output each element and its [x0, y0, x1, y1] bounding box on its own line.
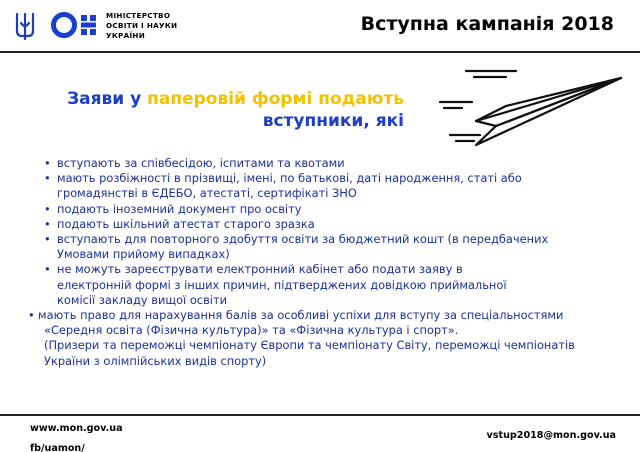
- mon-logo-icon: [50, 10, 100, 40]
- list-item-text: • вступають для повторного здобуття освіти за бюджетний кошт (в передбачених: [57, 232, 549, 247]
- paper-plane-icon: [436, 66, 626, 150]
- list-item: [44, 202, 624, 217]
- list-item-text: України з олімпійських видів спорту): [44, 353, 267, 368]
- campaign-title: Вступна кампанія 2018: [360, 13, 614, 35]
- website-link[interactable]: www.mon.gov.ua: [30, 423, 123, 434]
- trident-icon: [14, 11, 36, 41]
- headline-line-2: вступники, які: [262, 111, 404, 131]
- headline-blue-text: Заяви у: [67, 89, 148, 109]
- list-item: [44, 171, 624, 201]
- list-item-text: • подають шкільний атестат старого зразка: [57, 216, 315, 231]
- header-divider: [0, 51, 640, 53]
- list-item-text: комісії закладу вищої освіти: [57, 292, 227, 307]
- list-item-text: • вступають за співбесідою, іспитами та квотами: [57, 156, 345, 170]
- bullet-list: [38, 156, 624, 369]
- list-item-text: • мають право для нарахування балів за особливі успіхи для вступу за спеціальностями: [38, 308, 564, 323]
- facebook-link[interactable]: fb/uamon/: [30, 443, 85, 452]
- list-item: [44, 217, 624, 232]
- header: [0, 0, 640, 50]
- list-item-text: Умовами прийому випадках): [57, 247, 230, 262]
- list-item-text: • мають розбіжності в прізвищі, імені, по батькові, даті народження, статі або: [57, 171, 522, 186]
- list-item: [28, 308, 624, 369]
- list-item: [44, 232, 624, 262]
- ministry-line: ОСВІТИ І НАУКИ: [106, 21, 178, 30]
- ministry-line: МІНІСТЕРСТВО: [106, 11, 171, 20]
- list-item-text: • не можуть зареєструвати електронний кабінет або подати заяву в: [57, 262, 463, 277]
- headline-line-1: [67, 88, 404, 110]
- email-link[interactable]: vstup2018@mon.gov.ua: [486, 430, 616, 441]
- list-item: [44, 262, 624, 308]
- ministry-line: УКРАЇНИ: [106, 31, 146, 40]
- footer-links: [30, 419, 123, 452]
- list-item-text: • подають іноземний документ про освіту: [57, 201, 302, 216]
- list-item-text: громадянстві в ЄДЕБО, атестаті, сертифікаті ЗНО: [57, 186, 357, 201]
- headline-yellow-text: паперовій формі подають: [147, 89, 404, 109]
- list-item-text: «Середня освіта (Фізична культура)» та «Фізична культура і спорт».: [44, 323, 459, 338]
- list-item: [44, 156, 624, 171]
- list-item-text: (Призери та переможці чемпіонату Європи та чемпіонату Світу, переможці чемпіонатів: [44, 338, 575, 353]
- ministry-name: [106, 11, 177, 41]
- footer-divider: [0, 414, 640, 416]
- list-item-text: електронній формі з інших причин, підтверджених довідкою приймальної: [57, 277, 507, 292]
- headline: [67, 88, 404, 132]
